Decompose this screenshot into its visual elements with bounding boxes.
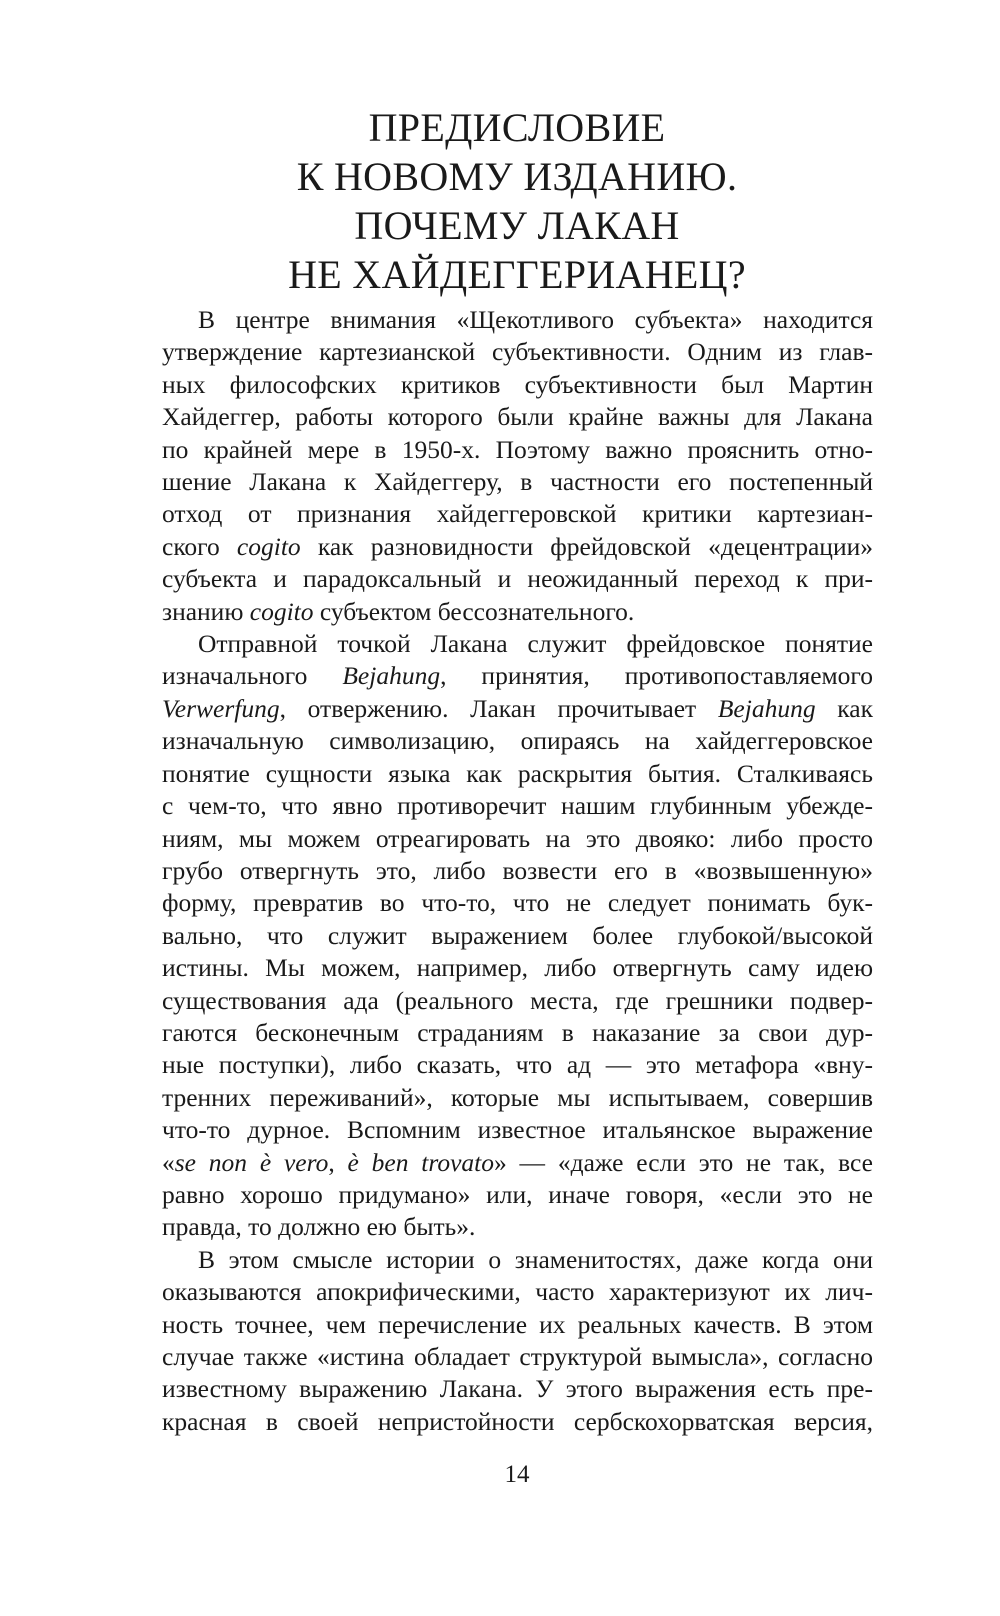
text-run: равно хорошо придумано» или, иначе говоря, «если это не [162, 1179, 873, 1209]
text-line [162, 304, 873, 336]
text-run: изначальную символизацию, опираясь на хайдеггеровское [162, 726, 873, 756]
text-line [162, 1276, 873, 1308]
text-run: ные поступки), либо сказать, что ад — это метафора «вну- [162, 1050, 873, 1080]
text-line [162, 790, 873, 822]
text-run: ность точнее, чем перечисление их реальных качеств. В этом [162, 1309, 873, 1339]
text-line [162, 1049, 873, 1081]
text-run: знанию [162, 596, 250, 626]
text-line [162, 336, 873, 368]
text-line [162, 1373, 873, 1405]
text-line [162, 369, 873, 401]
italic-term: cogito [249, 596, 314, 626]
text-run: как [815, 693, 873, 723]
text-run: вально, что служит выражением более глубокой/высокой [162, 920, 873, 950]
text-line [162, 1211, 873, 1243]
text-line [162, 1406, 873, 1438]
text-line [162, 758, 873, 790]
paragraph [162, 1244, 873, 1438]
text-line [162, 693, 873, 725]
text-line [162, 1244, 873, 1276]
page-number: 14 [504, 1461, 530, 1488]
text-line [162, 563, 873, 595]
text-run: « [162, 1147, 175, 1177]
text-run: , отвержению. Лакан прочитывает [279, 693, 718, 723]
text-line [162, 725, 873, 757]
text-run: » — «даже если это не так, все [494, 1147, 873, 1177]
text-run: форму, превратив во что-то, что не следует понимать бук- [162, 888, 873, 918]
italic-term: Verwerfung [162, 693, 280, 723]
text-run: как разновидности фрейдовской «децентрации» [300, 531, 873, 561]
text-run: ных философских критиков субъективности был Мартин [162, 369, 873, 399]
text-run: с чем-то, что явно противоречит нашим глубинным убежде- [162, 791, 873, 821]
text-run: по крайней мере в 1950-х. Поэтому важно прояснить отно- [162, 434, 873, 464]
text-run: отход от признания хайдеггеровской критики картезиан- [162, 499, 873, 529]
text-run: красная в своей непристойности сербскохорватская версия, [162, 1406, 873, 1436]
italic-term: cogito [236, 531, 301, 561]
text-line [162, 466, 873, 498]
text-line [162, 887, 873, 919]
chapter-title-line: К НОВОМУ ИЗДАНИЮ. [296, 154, 738, 199]
text-line [162, 1309, 873, 1341]
text-run: тренних переживаний», которые мы испытываем, совершив [162, 1082, 873, 1112]
text-run: что-то дурное. Вспомним известное итальянское выражение [162, 1115, 873, 1145]
text-run: понятие сущности языка как раскрытия бытия. Сталкиваясь [162, 758, 873, 788]
body-text [162, 304, 873, 1438]
text-run: Отправной точкой Лакана служит фрейдовское понятие [198, 629, 873, 659]
text-run: правда, то должно ею быть». [162, 1212, 476, 1242]
text-line [162, 1114, 873, 1146]
text-run: ниям, мы можем отреагировать на это двояко: либо просто [162, 823, 873, 853]
italic-term: Bejahung [717, 693, 816, 723]
italic-term: è ben trovato [347, 1147, 494, 1177]
text-run: шение Лакана к Хайдеггеру, в частности его постепенный [162, 467, 873, 497]
text-run: оказываются апокрифическими, часто характеризуют их лич- [162, 1277, 873, 1307]
text-line [162, 855, 873, 887]
text-run: изначального [162, 661, 343, 691]
text-run: субъектом бессознательного. [313, 596, 635, 626]
text-run: существования ада (реального места, где грешники подвер- [162, 985, 873, 1015]
text-run: известному выражению Лакана. У этого выражения есть пре- [162, 1374, 873, 1404]
text-line [162, 498, 873, 530]
text-line [162, 1179, 873, 1211]
text-line [162, 985, 873, 1017]
text-run: В центре внимания «Щекотливого субъекта» находится [198, 305, 873, 334]
text-line [162, 531, 873, 563]
text-run: случае также «истина обладает структурой вымысла», согласно [162, 1342, 873, 1371]
text-run: утверждение картезианской субъективности. Одним из глав- [162, 337, 873, 367]
text-line [162, 628, 873, 660]
text-run: грубо отвергнуть это, либо возвести его в «возвышенную» [162, 855, 873, 885]
paragraph [162, 628, 873, 1244]
chapter-title-line: ПРЕДИСЛОВИЕ [368, 105, 666, 150]
text-line [162, 1341, 873, 1373]
text-run: , принятия, противопоставляемого [440, 661, 874, 691]
text-line [162, 596, 873, 628]
text-run: Хайдеггер, работы которого были крайне важны для Лакана [162, 402, 873, 432]
text-line [162, 952, 873, 984]
text-line [162, 401, 873, 433]
text-run: ского [162, 531, 237, 561]
paragraph [162, 304, 873, 628]
text-run: субъекта и парадоксальный и неожиданный переход к при- [162, 564, 873, 594]
chapter-title-line: ПОЧЕМУ ЛАКАН [354, 203, 680, 248]
text-line [162, 920, 873, 952]
text-run: гаются бесконечным страданиям в наказание за свои дур- [162, 1017, 873, 1047]
italic-term: se non è vero [174, 1147, 329, 1177]
chapter-title-line: НЕ ХАЙДЕГГЕРИАНЕЦ? [288, 252, 746, 297]
text-line [162, 1147, 873, 1179]
text-line [162, 823, 873, 855]
italic-term: Bejahung [342, 661, 441, 691]
text-line [162, 660, 873, 692]
text-run: В этом смысле истории о знаменитостях, даже когда они [198, 1244, 873, 1274]
text-line [162, 434, 873, 466]
text-line [162, 1082, 873, 1114]
chapter-title [160, 103, 874, 299]
text-run: истины. Мы можем, например, либо отвергнуть саму идею [162, 953, 873, 983]
text-line [162, 1017, 873, 1049]
text-run: , [328, 1147, 348, 1177]
